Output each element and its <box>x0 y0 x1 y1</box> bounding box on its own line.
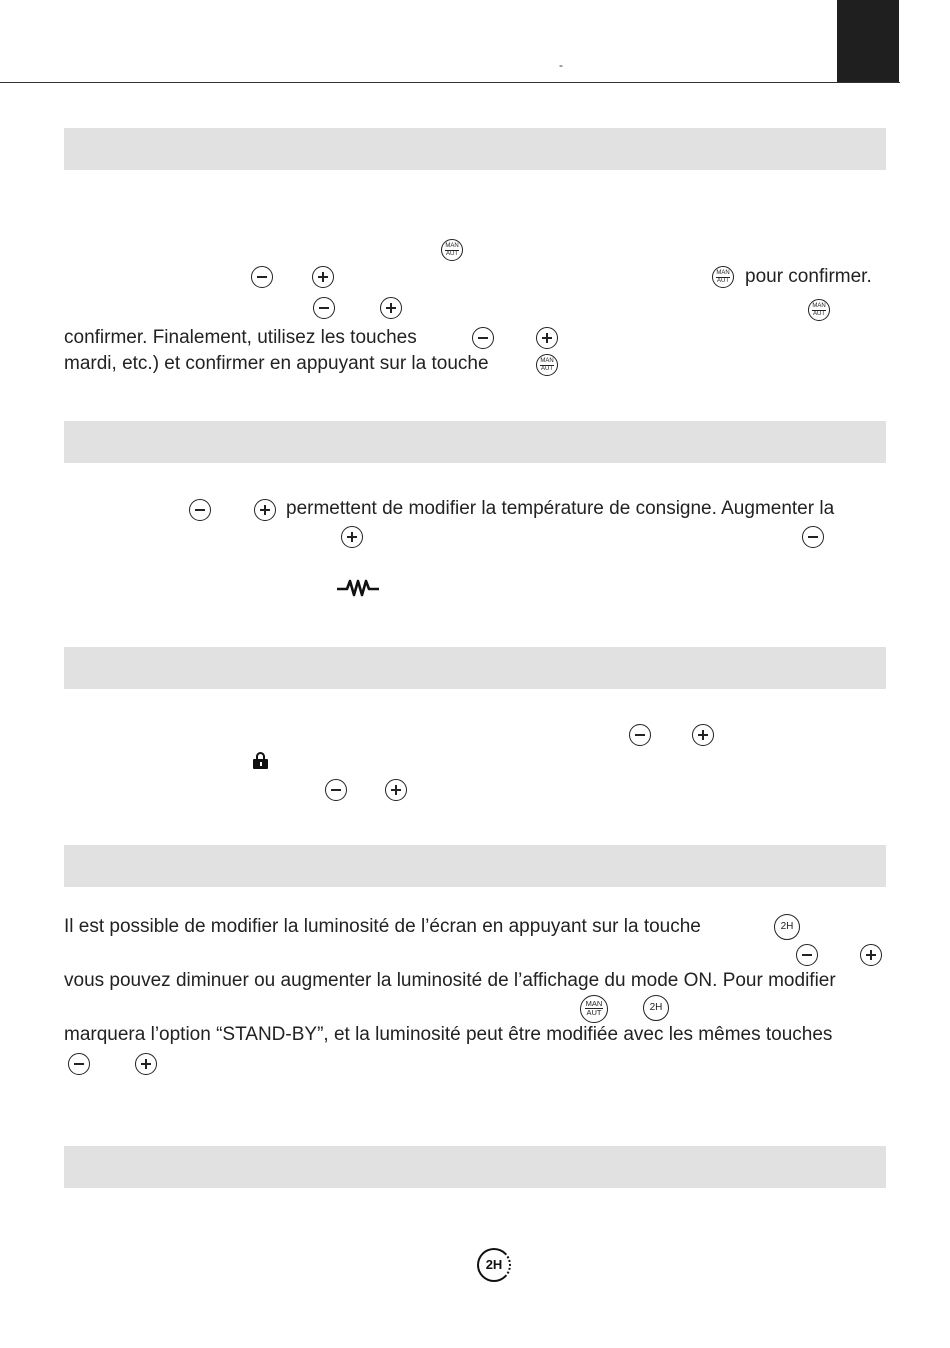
plus-icon <box>536 327 558 349</box>
text-line: confirmer. Finalement, utilisez les touches <box>64 327 417 348</box>
text-line: pour confirmer. <box>745 266 872 287</box>
text-line: mardi, etc.) et confirmer en appuyant sur la touche <box>64 353 489 374</box>
text-line: permettent de modifier la température de consigne. Augmenter la <box>286 498 835 519</box>
header-rule <box>0 82 900 83</box>
section-header-band-temperature <box>64 421 886 463</box>
minus-icon <box>472 327 494 349</box>
man-aut-icon: MAN AUT <box>580 995 608 1023</box>
minus-icon <box>796 944 818 966</box>
plus-icon <box>385 779 407 801</box>
header-dash: - <box>559 58 563 72</box>
minus-icon <box>802 526 824 548</box>
minus-icon <box>629 724 651 746</box>
text-line: marquera l’option “STAND-BY”, et la luminosité peut être modifiée avec les mêmes touches <box>64 1024 833 1045</box>
plus-icon <box>692 724 714 746</box>
two-hour-icon: 2H <box>643 995 669 1021</box>
text-line: Il est possible de modifier la luminosité de l’écran en appuyant sur la touche <box>64 916 701 937</box>
minus-icon <box>313 297 335 319</box>
section-header-band-day <box>64 128 886 170</box>
section-header-band-lock <box>64 647 886 689</box>
plus-icon <box>312 266 334 288</box>
heating-element-icon <box>337 578 379 598</box>
page-tab-marker <box>837 0 899 82</box>
two-hour-timer-icon: 2H <box>477 1248 511 1282</box>
minus-icon <box>68 1053 90 1075</box>
section-header-band-timer <box>64 1146 886 1188</box>
plus-icon <box>254 499 276 521</box>
minus-icon <box>189 499 211 521</box>
man-aut-icon: MAN AUT <box>441 239 463 261</box>
man-aut-icon: MAN AUT <box>536 354 558 376</box>
minus-icon <box>325 779 347 801</box>
plus-icon <box>135 1053 157 1075</box>
section-header-band-brightness <box>64 845 886 887</box>
lock-icon <box>253 752 268 769</box>
text-line: vous pouvez diminuer ou augmenter la luminosité de l’affichage du mode ON. Pour modifier <box>64 970 836 991</box>
plus-icon <box>380 297 402 319</box>
minus-icon <box>251 266 273 288</box>
plus-icon <box>341 526 363 548</box>
two-hour-icon: 2H <box>774 914 800 940</box>
plus-icon <box>860 944 882 966</box>
man-aut-icon: MAN AUT <box>808 299 830 321</box>
man-aut-icon: MAN AUT <box>712 266 734 288</box>
